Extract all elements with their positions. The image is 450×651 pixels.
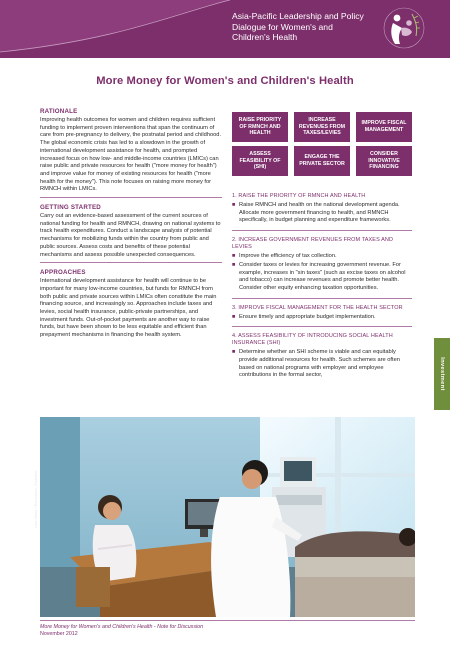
- rationale-text: Improving health outcomes for women and children requires sufficient funding to implement proven interventions that span the continuum of care from pre-pregnancy to delivery, the postnatal period and childhood. The global economic crisis has led to a slowdown in the growth of international development assistance for health, and prompted increased focus on how low- and middle-income countries (LMICs) can raise public and private resources for health ("more money for health") and improve value for money of existing resources for health ("more health for the money"). This note focuses on raising more money for RMNCH within LMICs.: [40, 117, 222, 193]
- bullet-text: Determine whether an SHI scheme is viable and can equitably provide additional resources for health. Such schemes are often based on national programs with employer and employee contributions in the formal sector,: [239, 349, 400, 379]
- section-heading: 1. RAISE THE PRIORITY OF RMNCH AND HEALTH: [232, 193, 366, 199]
- bullet-item: [232, 253, 412, 261]
- section-divider: [40, 262, 222, 263]
- strategy-box: ENGAGE THE PRIVATE SECTOR: [294, 146, 350, 176]
- section-heading: 3. IMPROVE FISCAL MANAGEMENT FOR THE HEALTH SECTOR: [232, 304, 403, 311]
- side-tab-label: Investment: [439, 357, 445, 391]
- bullet-dot-icon: ■: [232, 349, 236, 356]
- section-shi: [232, 333, 412, 380]
- strategy-box: RAISE PRIORITY OF RMNCH AND HEALTH: [232, 112, 288, 142]
- document-title: More Money for Women's and Children's Health: [96, 75, 354, 87]
- getting-started-text: Carry out an evidence-based assessment of the current sources of national funding for health and RMNCH, drawing on national systems to track health expenditures. Conduct a landscape analysis of potential mechanisms for mobilizing funds within the country from public and public sources. Assess costs and benefits of these potential mechanisms and assess possible unexpected consequences.: [40, 213, 221, 258]
- approaches-text: International development assistance for health will continue to be important for many low-income countries, but funds for RMNCH from both public and private sources within LMICs often constitute the main financing source, and increasingly so. Approaches include taxes and levies, social health insurance, public-private partnerships, and investment funds. Out-of-pocket payments are another way to raise funds, but have been shown to be less equitable and efficient than prepayment mechanisms in financing the health system.: [40, 278, 217, 339]
- clinic-scene-image: [40, 417, 415, 617]
- left-column: [40, 108, 222, 340]
- footer-date: November 2012: [40, 631, 78, 637]
- bullet-text: Consider taxes or levies for increasing government revenue. For example, increases in "sin taxes" (such as excise taxes on alcohol and tobacco) can increase revenues and promote better health. Consider other equity enhancing taxation opportunities.: [239, 261, 406, 291]
- section-divider: [40, 197, 222, 198]
- bullet-dot-icon: ■: [232, 313, 236, 320]
- strategy-box: IMPROVE FISCAL MANAGEMENT: [356, 112, 412, 142]
- rationale-heading: RATIONALE: [40, 108, 78, 115]
- section-fiscal-management: [232, 305, 412, 322]
- section-heading: 4. ASSESS FEASIBILITY OF INTRODUCING SOCIAL HEALTH INSURANCE (SHI): [232, 333, 393, 347]
- section-divider: [232, 326, 412, 327]
- strategy-box: ASSESS FEASIBILITY OF (SHI): [232, 146, 288, 176]
- header-title: Asia-Pacific Leadership and Policy Dialogue for Women's and Children's Health: [232, 11, 364, 43]
- header-band: [0, 0, 450, 58]
- bullet-text: Raise RMNCH and health on the national development agenda. Allocate more government financing to health, and RMNCH specifically, in budget planning and expenditure frameworks.: [239, 202, 400, 224]
- bullet-item: [232, 202, 412, 225]
- section-divider: [232, 230, 412, 231]
- section-raise-priority: [232, 193, 412, 225]
- bullet-item: [232, 349, 412, 380]
- section-increase-revenues: [232, 237, 412, 293]
- footer-divider: [40, 620, 415, 621]
- investment-side-tab: [434, 338, 450, 410]
- section-divider: [232, 298, 412, 299]
- photo-credit: Liza Muris / Barcelona, Zuumbel: [33, 470, 38, 528]
- footer-document-note: More Money for Women's and Children's Health - Note for Discussion: [40, 624, 204, 630]
- mother-child-logo-icon: [382, 6, 426, 50]
- approaches-heading: APPROACHES: [40, 269, 86, 277]
- right-column: [232, 193, 412, 385]
- clinic-photo: [40, 417, 415, 617]
- strategy-box: CONSIDER INNOVATIVE FINANCING: [356, 146, 412, 176]
- bullet-dot-icon: ■: [232, 202, 236, 208]
- bullet-dot-icon: ■: [232, 261, 236, 268]
- bullet-item: [232, 262, 412, 293]
- strategy-box: INCREASE REVENUES FROM TAXES/LEVIES: [294, 112, 350, 142]
- section-heading: 2. INCREASE GOVERNMENT REVENUES FROM TAXES AND LEVIES: [232, 237, 394, 251]
- bullet-text: Improve the efficiency of tax collection.: [239, 253, 337, 260]
- bullet-dot-icon: ■: [232, 253, 236, 260]
- bullet-item: [232, 314, 412, 322]
- getting-started-heading: GETTING STARTED: [40, 204, 101, 212]
- bullet-text: Ensure timely and appropriate budget implementation.: [239, 313, 376, 320]
